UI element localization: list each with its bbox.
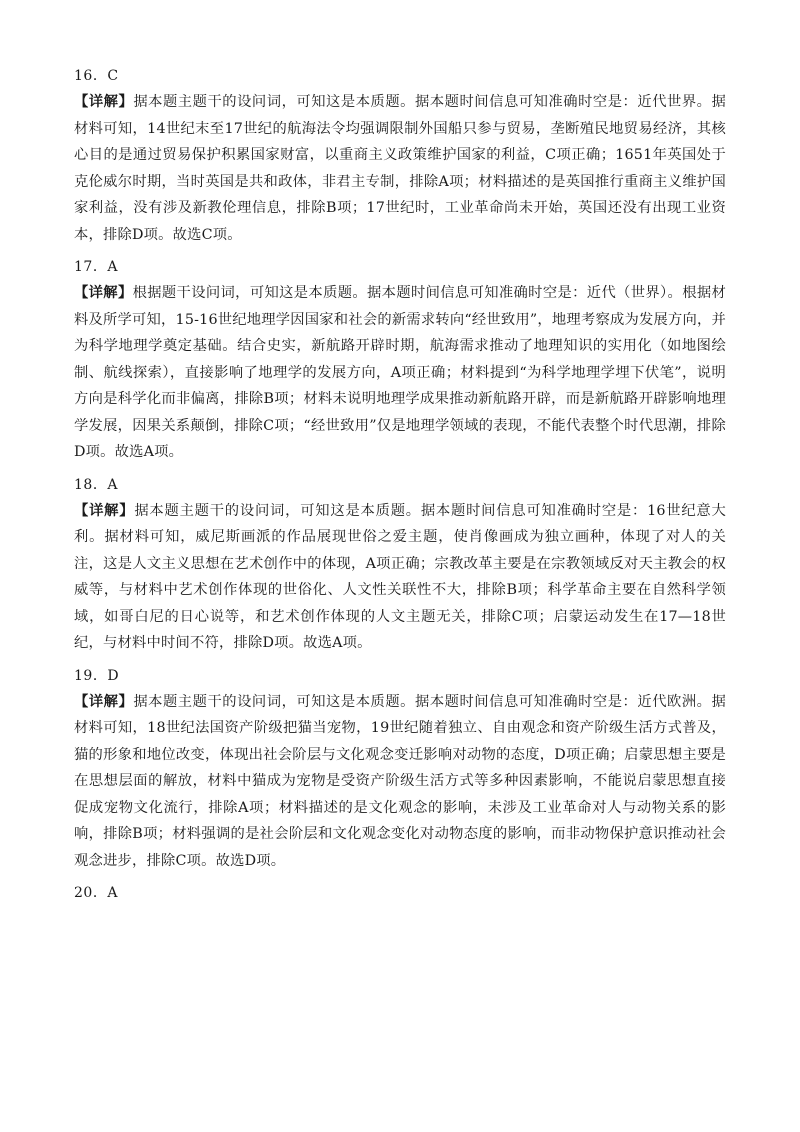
question-18-number: 18．A (74, 476, 118, 493)
explanation-tag: 【详解】 (74, 94, 134, 110)
explanation-text: 据本题主题干的设问词，可知这是本质题。据本题时间信息可知准确时空是：近代欧洲。据材料可知，18世纪法国资产阶级把猫当宠物，19世纪随着独立、自由观念和资产阶级生活方式普及，猫的形象和地位改变，体现出社会阶层与文化观念变迁影响对动物的态度，D项正确；启蒙思想主要是在思想层面的解放，材料中猫成为宠物是受资产阶级生活方式等多种因素影响，不能说启蒙思想直接促成宠物文化流行，排除A项；材料描述的是文化观念的影响，未涉及工业革命对人与动物关系的影响，排除B项；材料强调的是社会阶层和文化观念变化对动物态度的影响，而非动物保护意识推动社会观念进步，排除C项。故选D项。 (74, 693, 726, 869)
explanation-text: 据本题主题干的设问词，可知这是本质题。据本题时间信息可知准确时空是：近代世界。据材料可知，14世纪末至17世纪的航海法令均强调限制外国船只参与贸易，垄断殖民地贸易经济，其核心目的是通过贸易保护积累国家财富，以重商主义政策维护国家的利益，C项正确；1651年英国处于克伦威尔时期，当时英国是共和政体，非君主专制，排除A项；材料描述的是英国推行重商主义维护国家利益，没有涉及新教伦理信息，排除B项；17世纪时，工业革命尚未开始，英国还没有出现工业资本，排除D项。故选C项。 (74, 94, 726, 243)
question-19-number: 19．D (74, 667, 120, 684)
question-16-number: 16．C (74, 68, 119, 84)
answer-document (74, 63, 726, 906)
explanation-tag: 【详解】 (74, 502, 135, 519)
question-17-number: 17．A (74, 259, 118, 275)
explanation-tag: 【详解】 (74, 285, 133, 301)
question-20-number: 20．A (74, 885, 118, 901)
explanation-text: 据本题主题干的设问词，可知这是本质题。据本题时间信息可知准确时空是：16世纪意大利。据材料可知，威尼斯画派的作品展现世俗之爱主题，使肖像画成为独立画种，体现了对人的关注，这是人文主义思想在艺术创作中的体现，A项正确；宗教改革主要是在宗教领域反对天主教会的权威等，与材料中艺术创作体现的世俗化、人文性关联性不大，排除B项；科学革命主要在自然科学领域，如哥白尼的日心说等，和艺术创作体现的人文主题无关，排除C项；启蒙运动发生在17—18世纪，与材料中时间不符，排除D项。故选A项。 (74, 502, 726, 651)
explanation-tag: 【详解】 (74, 693, 134, 710)
question-17-explanation (74, 280, 726, 466)
question-19-explanation (74, 689, 726, 875)
explanation-text: 根据题干设问词，可知这是本质题。据本题时间信息可知准确时空是：近代（世界）。根据材料及所学可知，15-16世纪地理学因国家和社会的新需求转向“经世致用”，地理考察成为发展方向，并为科学地理学奠定基础。结合史实，新航路开辟时期，航海需求推动了地理知识的实用化（如地图绘制、航线探索），直接影响了地理学的发展方向，A项正确；材料提到“为科学地理学埋下伏笔”，说明方向是科学化而非偏离，排除B项；材料未说明地理学成果推动新航路开辟，而是新航路开辟影响地理学发展，因果关系颠倒，排除C项；“经世致用”仅是地理学领域的表现，不能代表整个时代思潮，排除D项。故选A项。 (74, 285, 726, 460)
question-16-explanation (74, 89, 726, 248)
question-18-explanation (74, 498, 726, 657)
